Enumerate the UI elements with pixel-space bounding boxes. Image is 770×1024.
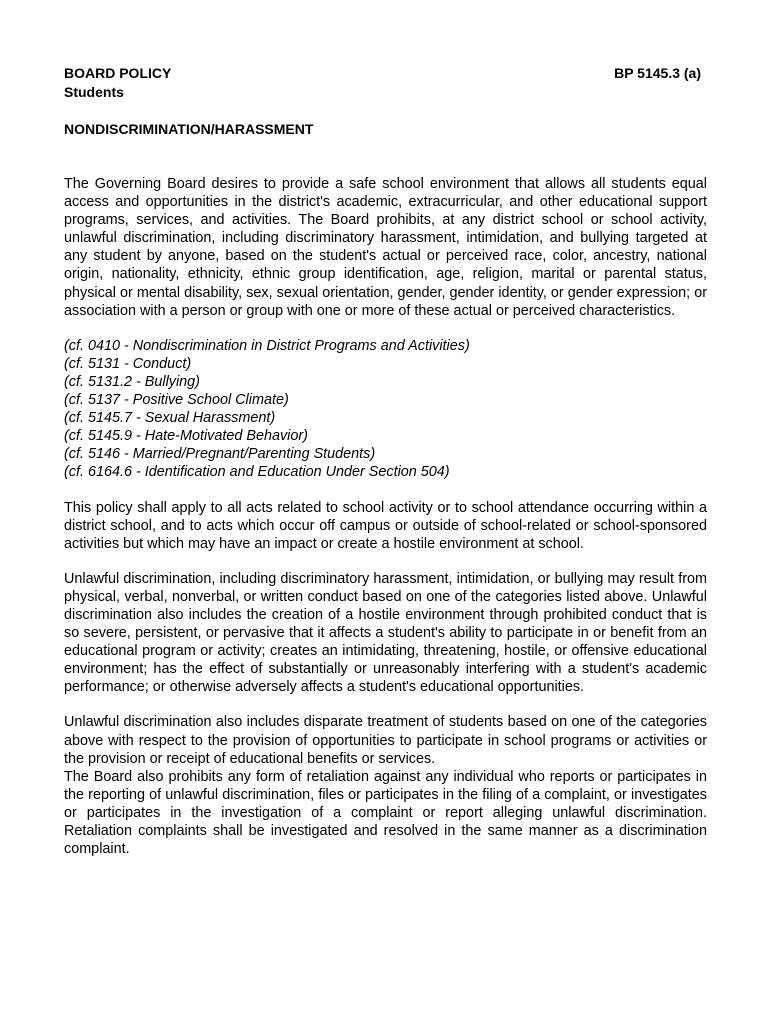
cross-reference-item: (cf. 5145.7 - Sexual Harassment) xyxy=(64,410,276,427)
cross-reference-item: (cf. 0410 - Nondiscrimination in District Programs and Activities) xyxy=(64,337,470,354)
cross-reference-item: (cf. 5145.9 - Hate-Motivated Behavior) xyxy=(64,428,308,445)
cross-reference-item: (cf. 5131.2 - Bullying) xyxy=(64,373,200,390)
unlawful-discrimination-paragraph: Unlawful discrimination, including discriminatory harassment, intimidation, or bullying may result from physical, verbal, nonverbal, or written conduct based on one of the categories listed above. Unlawful discrimination also includes the creation of a hostile environment through prohibited conduct that is so severe, persistent, or pervasive that it affects a student's ability to participate in or benefit from an educational program or activity; creates an intimidating, threatening, hostile, or offensive educational environment; has the effect of substantially or unreasonably interfering with a student's academic performance; or otherwise adversely affects a student's educational opportunities. xyxy=(64,570,707,696)
policy-title: NONDISCRIMINATION/HARASSMENT xyxy=(64,121,314,137)
cross-reference-item: (cf. 5131 - Conduct) xyxy=(64,355,192,372)
retaliation-paragraph: The Board also prohibits any form of retaliation against any individual who reports or participates in the reporting of unlawful discrimination, files or participates in the filing of a complaint, or investigates or participates in the investigation of a complaint or report alleging unlawful discrimination. Retaliation complaints shall be investigated and resolved in the same manner as a discrimination complaint. xyxy=(64,768,707,858)
intro-paragraph: The Governing Board desires to provide a safe school environment that allows all students equal access and opportunities in the district's academic, extracurricular, and other educational support programs, services, and activities. The Board prohibits, at any district school or school activity, unlawful discrimination, including discriminatory harassment, intimidation, and bullying targeted at any student by anyone, based on the student's actual or perceived race, color, ancestry, national origin, nationality, ethnicity, ethnic group identification, age, religion, marital or parental status, physical or mental disability, sex, sexual orientation, gender, gender identity, or gender expression; or association with a person or group with one or more of these actual or perceived characteristics. xyxy=(64,176,707,319)
scope-paragraph: This policy shall apply to all acts related to school activity or to school attendance occurring within a district school, and to acts which occur off campus or outside of school-related or school-sponsored activities but which may have an impact or create a hostile environment at school. xyxy=(64,499,707,552)
board-policy-label: BOARD POLICY xyxy=(64,65,172,81)
cross-reference-list xyxy=(64,337,707,482)
cross-reference-item: (cf. 6164.6 - Identification and Education Under Section 504) xyxy=(64,464,450,481)
disparate-treatment-paragraph: Unlawful discrimination also includes disparate treatment of students based on one of the categories above with respect to the provision of opportunities to participate in school programs or activities or the provision or receipt of educational benefits or services. xyxy=(64,714,707,767)
header-left-block xyxy=(64,64,171,102)
section-label: Students xyxy=(64,84,124,100)
document-header xyxy=(64,64,707,102)
cross-reference-item: (cf. 5137 - Positive School Climate) xyxy=(64,392,289,409)
cross-reference-item: (cf. 5146 - Married/Pregnant/Parenting Students) xyxy=(64,446,376,463)
policy-document xyxy=(64,64,707,858)
policy-reference-number: BP 5145.3 (a) xyxy=(614,65,701,81)
